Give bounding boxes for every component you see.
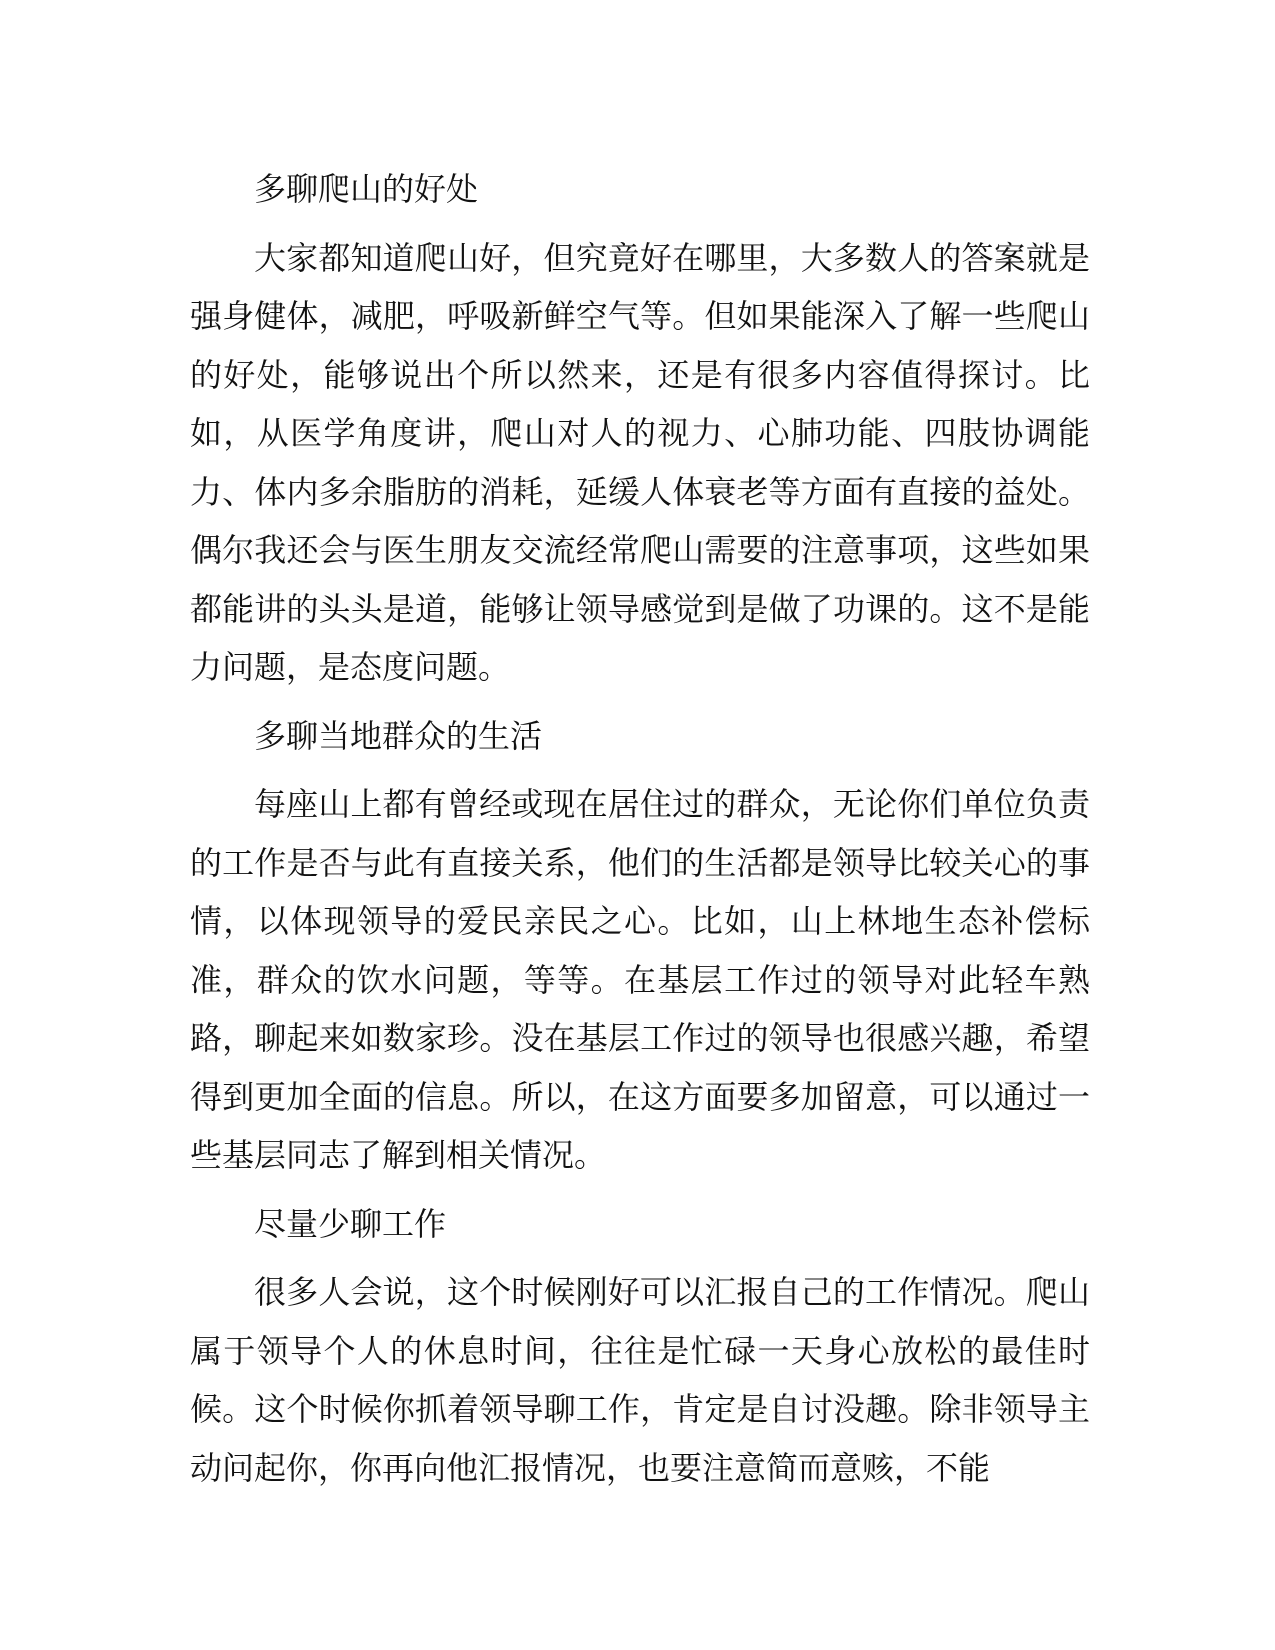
section-paragraph-local-life: 每座山上都有曾经或现在居住过的群众，无论你们单位负责的工作是否与此有直接关系，他们的生活都是领导比较关心的事情，以体现领导的爱民亲民之心。比如，山上林地生态补偿标准，群众的饮水问题，等等。在基层工作过的领导对此轻车熟路，聊起来如数家珍。没在基层工作过的领导也很感兴趣，希望得到更加全面的信息。所以，在这方面要多加留意，可以通过一些基层同志了解到相关情况。 (190, 785, 1090, 1174)
section-paragraph-climbing-benefits: 大家都知道爬山好，但究竟好在哪里，大多数人的答案就是强身健体，减肥，呼吸新鲜空气等。但如果能深入了解一些爬山的好处，能够说出个所以然来，还是有很多内容值得探讨。比如，从医学角度讲，爬山对人的视力、心肺功能、四肢协调能力、体内多余脂肪的消耗，延缓人体衰老等方面有直接的益处。偶尔我还会与医生朋友交流经常爬山需要的注意事项，这些如果都能讲的头头是道，能够让领导感觉到是做了功课的。这不是能力问题，是态度问题。 (190, 238, 1090, 686)
section-paragraph-less-work-talk: 很多人会说，这个时候刚好可以汇报自己的工作情况。爬山属于领导个人的休息时间，往往是忙碌一天身心放松的最佳时候。这个时候你抓着领导聊工作，肯定是自讨没趣。除非领导主动问起你，你再向他汇报情况，也要注意简而意赅，不能 (190, 1273, 1090, 1487)
document-body (190, 160, 1090, 1507)
section-heading-local-life: 多聊当地群众的生活 (254, 716, 543, 755)
section-heading-less-work-talk: 尽量少聊工作 (254, 1204, 447, 1243)
section-heading-climbing-benefits: 多聊爬山的好处 (254, 170, 479, 208)
